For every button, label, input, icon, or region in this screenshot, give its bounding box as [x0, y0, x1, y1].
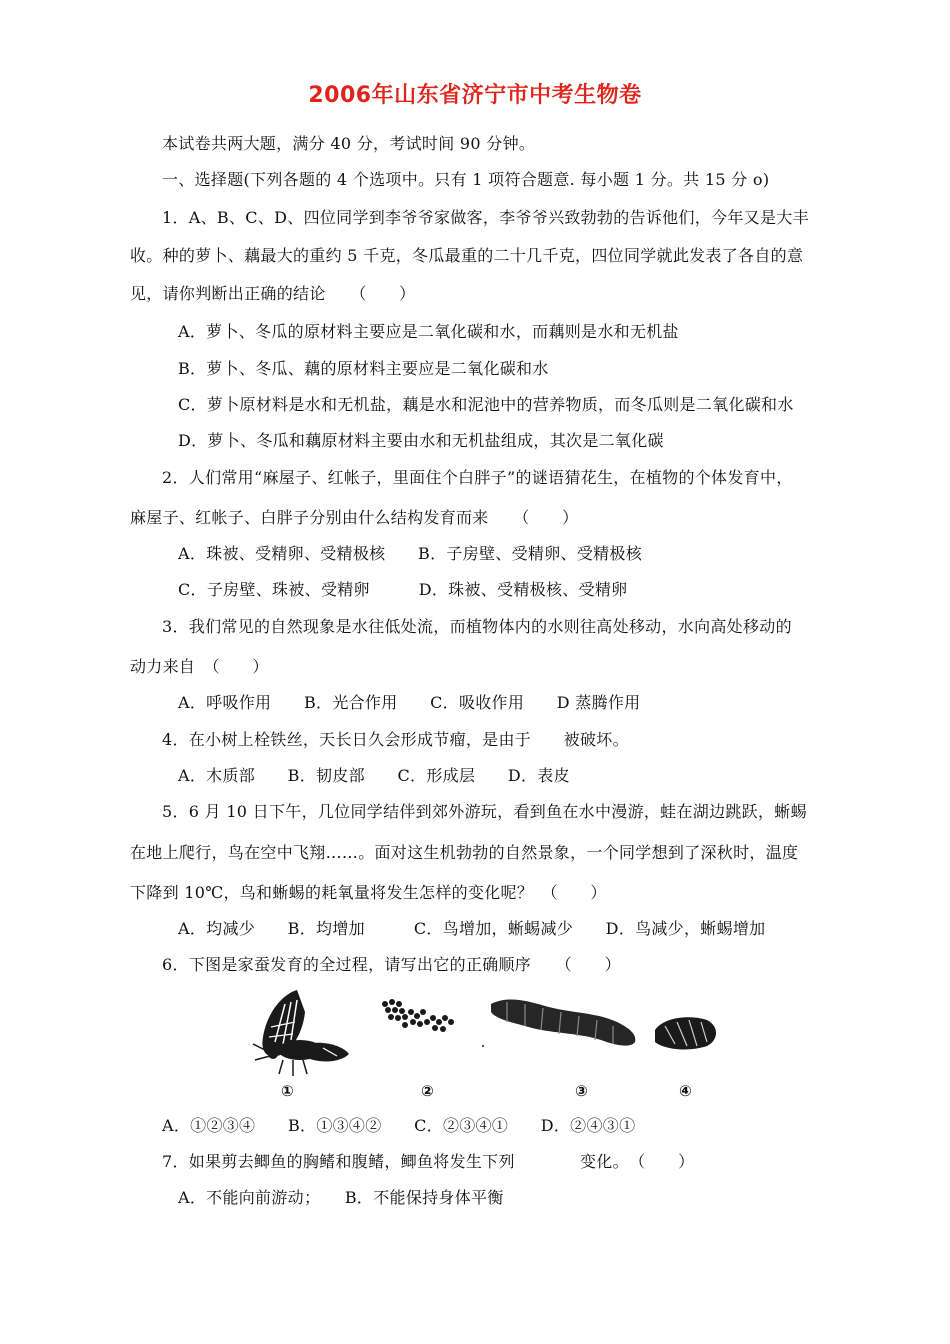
silkworm-life-cycle-figure	[245, 982, 725, 1102]
q1-option-b: B．萝卜、冬瓜、藕的原材料主要应是二氧化碳和水	[178, 359, 549, 378]
q2-stem-line2: 麻屋子、红帐子、白胖子分别由什么结构发育而来 （ ）	[130, 508, 579, 527]
q1-stem-line2: 收。种的萝卜、藕最大的重约 5 千克，冬瓜最重的二十几千克，四位同学就此发表了各自的意	[130, 246, 804, 265]
q5-options: A．均减少 B．均增加 C．鸟增加，蜥蜴减少 D．鸟减少，蜥蜴增加	[178, 919, 766, 938]
q1-stem-line3: 见，请你判断出正确的结论 （ ）	[130, 284, 416, 303]
q5-stem-line3: 下降到 10℃，鸟和蜥蜴的耗氧量将发生怎样的变化呢？ （ ）	[130, 883, 607, 902]
q3-stem-line2: 动力来自 （ ）	[130, 657, 269, 676]
intro-text: 本试卷共两大题，满分 40 分，考试时间 90 分钟。	[162, 134, 536, 153]
q5-stem-line1: 5．6 月 10 日下午，几位同学结伴到郊外游玩，看到鱼在水中漫游，蛙在湖边跳跃，蜥蜴	[162, 802, 807, 821]
egg-cluster-illustration	[382, 999, 454, 1032]
q1-option-a: A．萝卜、冬瓜的原材料主要应是二氧化碳和水，而藕则是水和无机盐	[178, 322, 679, 341]
q4-stem: 4．在小树上栓铁丝，天长日久会形成节瘤，是由于 被破坏。	[162, 730, 629, 749]
q6-stem: 6．下图是家蚕发育的全过程，请写出它的正确顺序 （ ）	[162, 955, 621, 974]
larva-illustration	[491, 1000, 635, 1046]
figure-label-1: ①	[281, 1082, 294, 1100]
q3-options: A．呼吸作用 B．光合作用 C．吸收作用 D 蒸腾作用	[178, 693, 641, 712]
q1-option-c: C．萝卜原材料是水和无机盐，藕是水和泥池中的营养物质，而冬瓜则是二氧化碳和水	[178, 395, 794, 414]
page-title: 2006年山东省济宁市中考生物卷	[308, 83, 642, 108]
q1-option-d: D．萝卜、冬瓜和藕原材料主要由水和无机盐组成，其次是二氧化碳	[178, 431, 664, 450]
figure-label-2: ②	[421, 1082, 434, 1100]
q7-options: A．不能向前游动； B．不能保持身体平衡	[178, 1188, 504, 1207]
q5-stem-line2: 在地上爬行，鸟在空中飞翔……。面对这生机勃勃的自然景象，一个同学想到了深秋时，温度	[130, 843, 799, 862]
q6-options: A．①②③④ B．①③④② C．②③④① D．②④③①	[162, 1116, 636, 1135]
section-heading: 一、选择题(下列各题的 4 个选项中。只有 1 项符合题意. 每小题 1 分。共 15 分 o)	[162, 170, 770, 189]
figure-label-4: ④	[679, 1082, 692, 1100]
q4-options: A．木质部 B．韧皮部 C．形成层 D．表皮	[178, 766, 570, 785]
silkworm-figure-svg	[245, 982, 725, 1102]
q3-stem-line1: 3．我们常见的自然现象是水往低处流，而植物体内的水则往高处移动，水向高处移动的	[162, 617, 792, 636]
moth-illustration	[253, 990, 349, 1076]
figure-label-3: ③	[575, 1082, 588, 1100]
q2-options-ab: A．珠被、受精卵、受精极核 B．子房壁、受精卵、受精极核	[178, 544, 643, 563]
q7-stem: 7．如果剪去鲫鱼的胸鳍和腹鳍，鲫鱼将发生下列 变化。 （ ）	[162, 1152, 695, 1171]
q2-options-cd: C．子房壁、珠被、受精卵 D．珠被、受精极核、受精卵	[178, 580, 628, 599]
q2-stem-line1: 2．人们常用“麻屋子、红帐子，里面住个白胖子”的谜语猜花生，在植物的个体发育中，	[162, 468, 793, 487]
pupa-illustration	[655, 1017, 716, 1049]
q1-stem-line1: 1．A、B、C、D、四位同学到李爷爷家做客，李爷爷兴致勃勃的告诉他们，今年又是大丰	[162, 208, 809, 227]
